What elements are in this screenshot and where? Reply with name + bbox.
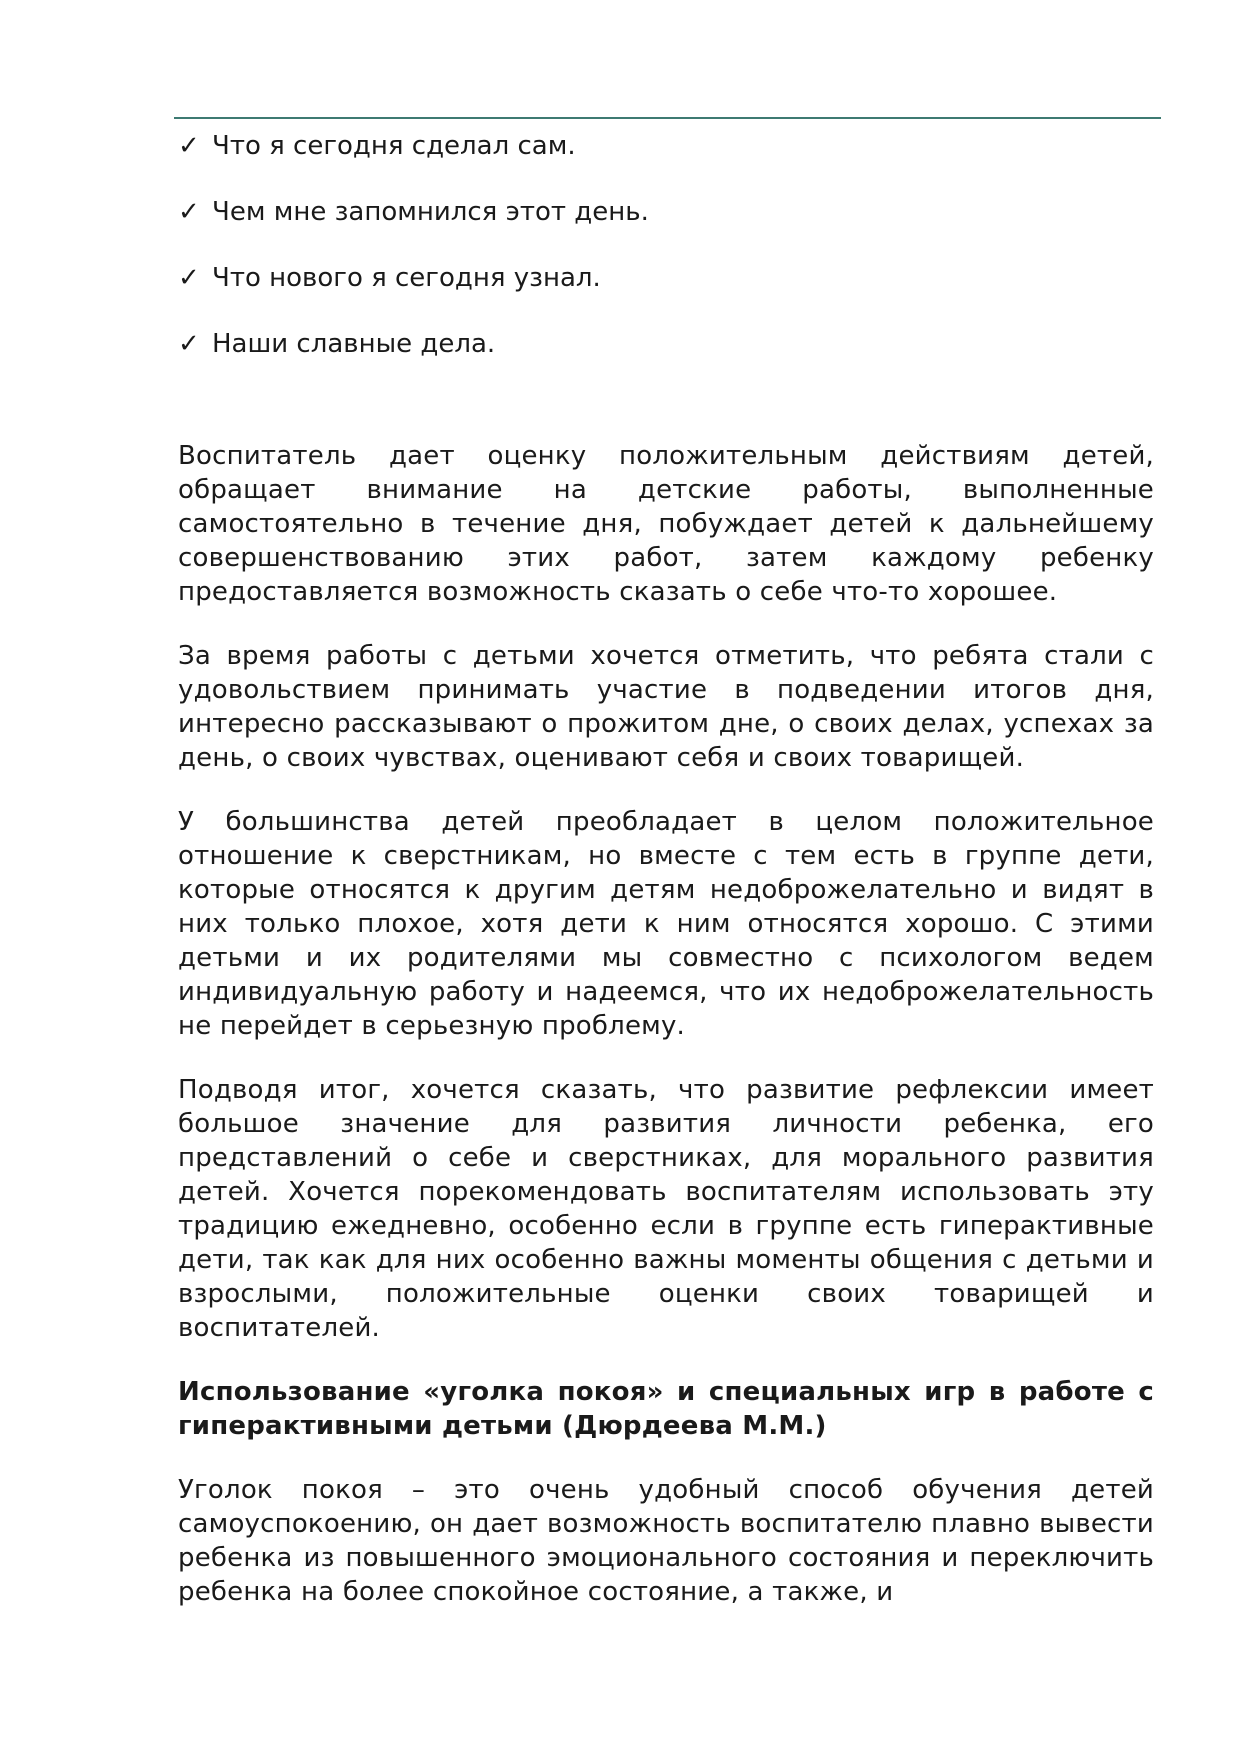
header-rule [174,117,1161,119]
checkmark-icon: ✓ [178,131,200,161]
checklist-item [178,260,1154,296]
body-paragraph: У большинства детей преобладает в целом положительное отношение к сверстникам, но вместе с тем есть в группе дети, которые относятся к другим детям недоброжелательно и видят в них только плохое, хотя дети к ним относятся хорошо. С этими детьми и их родителями мы совместно с психологом ведем индивидуальную работу и надеемся, что их недоброжелательность не перейдет в серьезную проблему. [178,807,1154,1041]
checklist [178,128,1154,362]
body-paragraph: За время работы с детьми хочется отметить, что ребята стали с удовольствием принимать участие в подведении итогов дня, интересно рассказывают о прожитом дне, о своих делах, успехах за день, о своих чувствах, оценивают себя и своих товарищей. [178,641,1154,773]
section-paragraph: Уголок покоя – это очень удобный способ обучения детей самоуспокоению, он дает возможность воспитателю плавно вывести ребенка из повышенного эмоционального состояния и переключить ребенка на более спокойное состояние, а также, и [178,1475,1154,1607]
section-heading: Использование «уголка покоя» и специальных игр в работе с гиперактивными детьми (Дюрдеева М.М.) [178,1377,1154,1441]
body-paragraph: Подводя итог, хочется сказать, что развитие рефлексии имеет большое значение для развития личности ребенка, его представлений о себе и сверстниках, для морального развития детей. Хочется порекомендовать воспитателям использовать эту традицию ежедневно, особенно если в группе есть гиперактивные дети, так как для них особенно важны моменты общения с детьми и взрослыми, положительные оценки своих товарищей и воспитателей. [178,1075,1154,1343]
checklist-item-text: Чем мне запомнился этот день. [212,197,649,227]
checkmark-icon: ✓ [178,197,200,227]
checkmark-icon: ✓ [178,329,200,359]
checklist-item-text: Наши славные дела. [212,329,496,359]
body-paragraph: Воспитатель дает оценку положительным действиям детей, обращает внимание на детские работы, выполненные самостоятельно в течение дня, побуждает детей к дальнейшему совершенствованию этих работ, затем каждому ребенку предоставляется возможность сказать о себе что-то хорошее. [178,441,1154,607]
checklist-item-text: Что нового я сегодня узнал. [212,263,601,293]
checklist-item [178,326,1154,362]
checklist-item [178,128,1154,164]
page-content [178,128,1154,1609]
checkmark-icon: ✓ [178,263,200,293]
checklist-item-text: Что я сегодня сделал сам. [212,131,576,161]
checklist-item [178,194,1154,230]
